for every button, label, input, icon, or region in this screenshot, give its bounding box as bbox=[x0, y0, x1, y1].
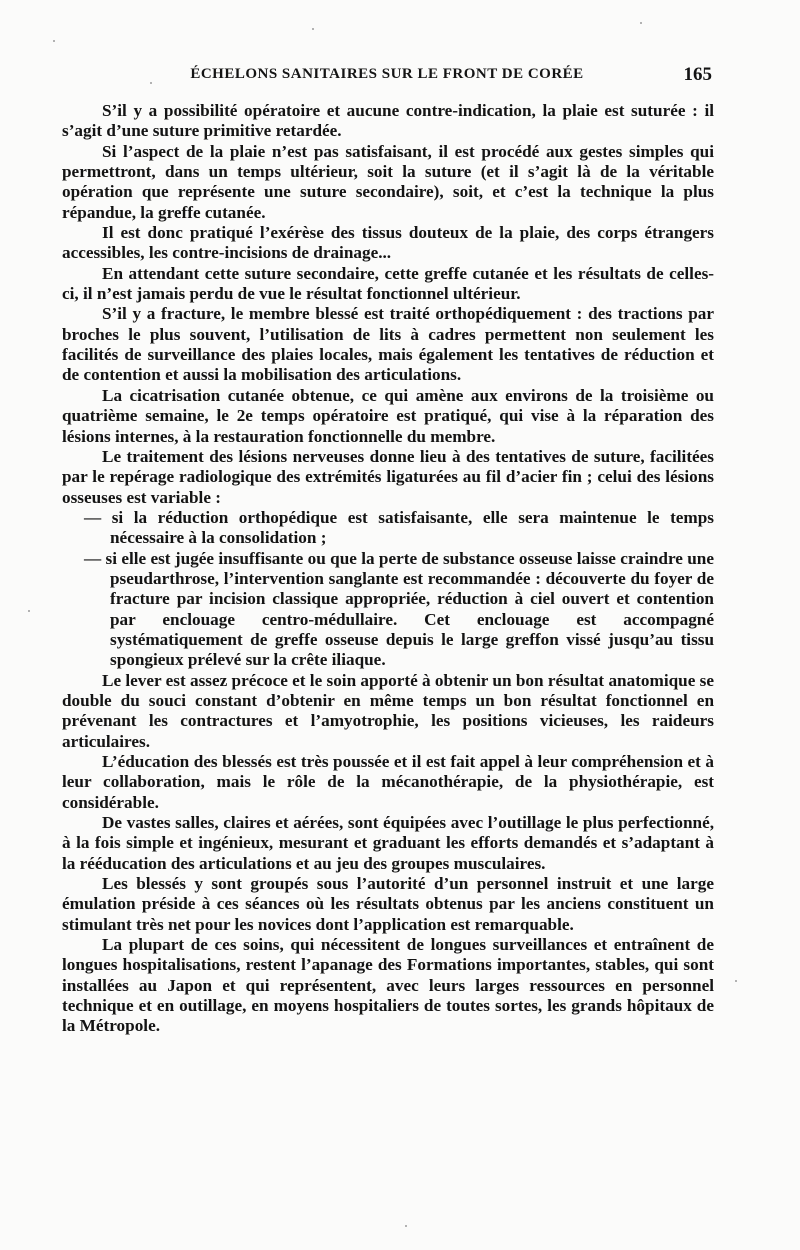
paragraph: De vastes salles, claires et aérées, sont équipées avec l’outillage le plus perfectionné, à la fois simple et ingénieux, mesurant et graduant les efforts demandés et s’adaptant à la rééducation des articulations et au jeu des groupes musculaires. bbox=[62, 813, 714, 873]
paragraph: Les blessés y sont groupés sous l’autorité d’un personnel instruit et une large émulation préside à ces séances où les résultats obtenus par les anciens constituent un stimulant très net pour les novices dont l’application est remarquable. bbox=[62, 874, 714, 934]
paragraph: En attendant cette suture secondaire, cette greffe cutanée et les résultats de celles-ci, il n’est jamais perdu de vue le résultat fonctionnel ultérieur. bbox=[62, 263, 714, 304]
dash-list-item: — si la réduction orthopédique est satisfaisante, elle sera maintenue le temps nécessaire à la consolidation ; bbox=[84, 507, 714, 548]
scan-speck bbox=[735, 980, 737, 982]
paragraph: S’il y a fracture, le membre blessé est traité orthopédiquement : des tractions par broches le plus souvent, l’utilisation de lits à cadres permettent non seulement les facilités de surveillance des plaies locales, mais également les tentatives de réduction et de contention et aussi la mobilisation des articulations. bbox=[62, 304, 714, 385]
paragraph: Le traitement des lésions nerveuses donne lieu à des tentatives de suture, facilitées par le repérage radiologique des extrémités ligaturées au fil d’acier fin ; celui des lésions osseuses est variable : bbox=[62, 446, 714, 507]
scan-speck bbox=[28, 610, 30, 612]
paragraph: La cicatrisation cutanée obtenue, ce qui amène aux environs de la troisième ou quatrième semaine, le 2e temps opératoire est pratiqué, qui vise à la réparation des lésions internes, à la restauration fonctionnelle du membre. bbox=[62, 385, 714, 446]
paragraph: Si l’aspect de la plaie n’est pas satisfaisant, il est procédé aux gestes simples qui permettront, dans un temps ultérieur, soit la suture (et il s’agit là de la véritable opération que représente une suture secondaire), soit, et c’est la technique la plus répandue, la greffe cutanée. bbox=[62, 141, 714, 222]
paragraph: L’éducation des blessés est très poussée et il est fait appel à leur compréhension et à leur collaboration, mais le rôle de la mécanothérapie, de la physiothérapie, est considérable. bbox=[62, 752, 714, 812]
scan-speck bbox=[150, 82, 152, 84]
scan-speck bbox=[312, 28, 314, 30]
scan-speck bbox=[53, 40, 55, 42]
running-title: ÉCHELONS SANITAIRES SUR LE FRONT DE CORÉE bbox=[190, 66, 584, 82]
running-head bbox=[62, 64, 712, 88]
page-number: 165 bbox=[683, 64, 712, 85]
paragraph: Le lever est assez précoce et le soin apporté à obtenir un bon résultat anatomique se double du souci constant d’obtenir en même temps un bon résultat fonctionnel en prévenant les contractures et l’amyotrophie, les positions vicieuses, les raideurs articulaires. bbox=[62, 670, 714, 751]
paragraph: La plupart de ces soins, qui nécessitent de longues surveillances et entraînent de longues hospitalisations, restent l’apanage des Formations importantes, stables, qui sont installées au Japon et qui représentent, avec leurs larges ressources en personnel technique et en outillage, en moyens hospitaliers de toutes sortes, les grands hôpitaux de la Métropole. bbox=[62, 935, 714, 1036]
paragraph: Il est donc pratiqué l’exérèse des tissus douteux de la plaie, des corps étrangers accessibles, les contre-incisions de drainage... bbox=[62, 223, 714, 263]
body-text bbox=[62, 101, 714, 1037]
scan-speck bbox=[405, 1225, 407, 1227]
scan-speck bbox=[640, 22, 642, 24]
paragraph: S’il y a possibilité opératoire et aucune contre-indication, la plaie est suturée : il s’agit d’une suture primitive retardée. bbox=[62, 101, 714, 141]
dash-list-item: — si elle est jugée insuffisante ou que la perte de substance osseuse laisse craindre une pseudarthrose, l’intervention sanglante est recommandée : découverte du foyer de fracture par incision classique appropriée, réduction à ciel ouvert et contention par enclouage centro-médullaire. Cet enclouage est accompagné systématiquement de greffe osseuse depuis le large greffon vissé jusqu’au tissu spongieux prélevé sur la crête iliaque. bbox=[84, 548, 714, 670]
